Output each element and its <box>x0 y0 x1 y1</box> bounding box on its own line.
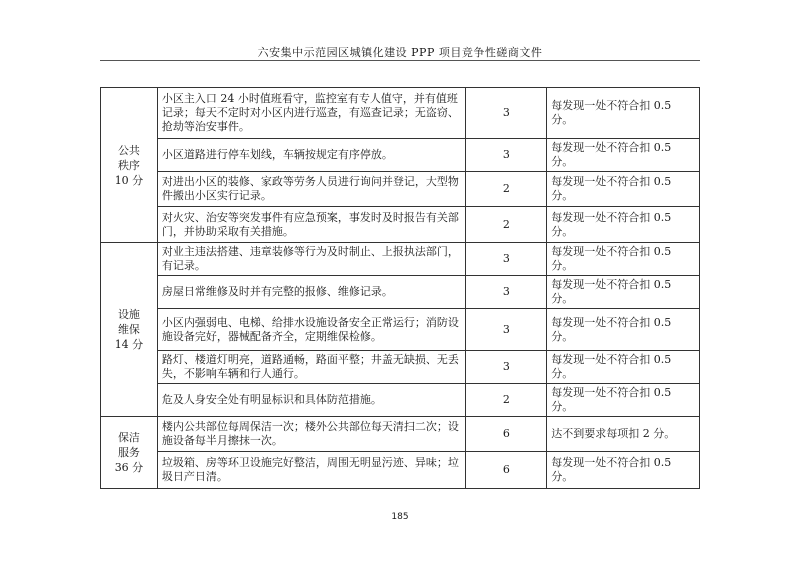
deduction-cell: 每发现一处不符合扣 0.5 分。 <box>547 243 700 276</box>
deduction-cell: 每发现一处不符合扣 0.5 分。 <box>547 207 700 243</box>
standard-cell: 小区内强弱电、电梯、给排水设施设备安全正常运行；消防设施设备完好，器械配备齐全，定期维保检修。 <box>157 309 466 351</box>
table-row <box>101 351 700 384</box>
score-cell: 6 <box>466 417 547 452</box>
deduction-cell: 每发现一处不符合扣 0.5 分。 <box>547 384 700 417</box>
deduction-cell: 每发现一处不符合扣 0.5 分。 <box>547 309 700 351</box>
standard-cell: 对进出小区的装修、家政等劳务人员进行询问并登记，大型物件搬出小区实行记录。 <box>157 172 466 207</box>
table-row <box>101 384 700 417</box>
deduction-cell: 每发现一处不符合扣 0.5 分。 <box>547 88 700 139</box>
standard-cell: 路灯、楼道灯明亮，道路通畅，路面平整；井盖无缺损、无丢失，不影响车辆和行人通行。 <box>157 351 466 384</box>
header-rule <box>100 60 700 61</box>
document-header: 六安集中示范园区城镇化建设 PPP 项目竞争性磋商文件 <box>257 46 543 59</box>
category-cell: 设施 维保 14 分 <box>101 243 158 417</box>
table-row <box>101 139 700 172</box>
standard-cell: 对业主违法搭建、违章装修等行为及时制止、上报执法部门，有记录。 <box>157 243 466 276</box>
score-cell: 3 <box>466 243 547 276</box>
score-cell: 3 <box>466 88 547 139</box>
standard-cell: 房屋日常维修及时并有完整的报修、维修记录。 <box>157 276 466 309</box>
score-cell: 3 <box>466 309 547 351</box>
page-number: 185 <box>391 512 409 522</box>
standard-cell: 对火灾、治安等突发事件有应急预案，事发时及时报告有关部门，并协助采取有关措施。 <box>157 207 466 243</box>
category-cell: 公共 秩序 10 分 <box>101 88 158 243</box>
table-row <box>101 88 700 139</box>
score-cell: 3 <box>466 276 547 309</box>
table-row <box>101 309 700 351</box>
table-row <box>101 172 700 207</box>
deduction-cell: 每发现一处不符合扣 0.5 分。 <box>547 172 700 207</box>
table-row <box>101 243 700 276</box>
standard-cell: 楼内公共部位每周保洁一次；楼外公共部位每天清扫二次；设施设备每半月擦抹一次。 <box>157 417 466 452</box>
table-row <box>101 276 700 309</box>
score-cell: 3 <box>466 139 547 172</box>
deduction-cell: 每发现一处不符合扣 0.5 分。 <box>547 276 700 309</box>
score-cell: 2 <box>466 384 547 417</box>
score-cell: 3 <box>466 351 547 384</box>
standard-cell: 垃圾箱、房等环卫设施完好整洁，周围无明显污迹、异味；垃圾日产日清。 <box>157 452 466 489</box>
category-cell: 保洁 服务 36 分 <box>101 417 158 489</box>
scoring-table <box>100 87 700 489</box>
deduction-cell: 每发现一处不符合扣 0.5 分。 <box>547 351 700 384</box>
table-row <box>101 452 700 489</box>
table-row <box>101 417 700 452</box>
deduction-cell: 每发现一处不符合扣 0.5 分。 <box>547 139 700 172</box>
deduction-cell: 每发现一处不符合扣 0.5 分。 <box>547 452 700 489</box>
score-cell: 6 <box>466 452 547 489</box>
deduction-cell: 达不到要求每项扣 2 分。 <box>547 417 700 452</box>
standard-cell: 危及人身安全处有明显标识和具体防范措施。 <box>157 384 466 417</box>
standard-cell: 小区道路进行停车划线，车辆按规定有序停放。 <box>157 139 466 172</box>
table-row <box>101 207 700 243</box>
score-cell: 2 <box>466 207 547 243</box>
score-cell: 2 <box>466 172 547 207</box>
standard-cell: 小区主入口 24 小时值班看守，监控室有专人值守，并有值班记录；每天不定时对小区内进行巡查，有巡查记录；无盗窃、抢劫等治安事件。 <box>157 88 466 139</box>
